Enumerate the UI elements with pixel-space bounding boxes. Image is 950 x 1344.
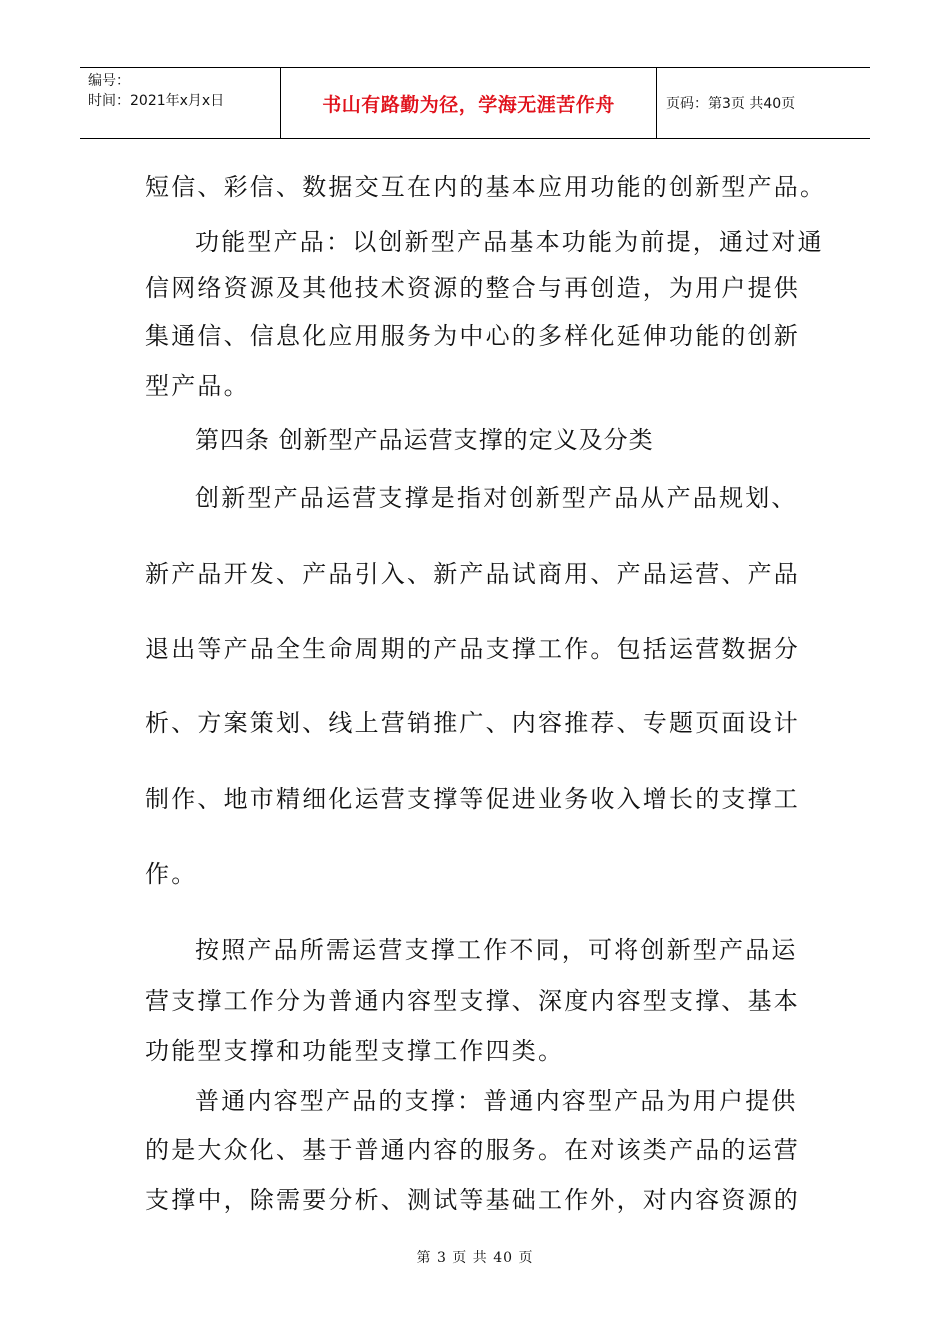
paragraph-line: 信网络资源及其他技术资源的整合与再创造，为用户提供 <box>145 274 800 302</box>
paragraph-line: 支撑中，除需要分析、测试等基础工作外，对内容资源的 <box>145 1186 800 1214</box>
document-number-label: 编号： <box>88 73 130 89</box>
paragraph-line: 按照产品所需运营支撑工作不同，可将创新型产品运 <box>195 936 798 964</box>
header-meta <box>80 68 281 138</box>
motto-text: 书山有路勤为径，学海无涯苦作舟 <box>322 93 615 116</box>
paragraph-line: 功能型产品：以创新型产品基本功能为前提，通过对通 <box>195 228 824 256</box>
page-footer: 第 3 页 共 40 页 <box>416 1250 534 1266</box>
paragraph-line: 普通内容型产品的支撑：普通内容型产品为用户提供 <box>195 1087 798 1115</box>
paragraph-line: 析、方案策划、线上营销推广、内容推荐、专题页面设计 <box>145 709 800 737</box>
header-motto-cell <box>281 68 657 138</box>
paragraph-line: 型产品。 <box>145 372 250 400</box>
paragraph-line: 短信、彩信、数据交互在内的基本应用功能的创新型产品。 <box>145 173 827 201</box>
paragraph-line: 功能型支撑和功能型支撑工作四类。 <box>145 1037 565 1065</box>
paragraph-line: 新产品开发、产品引入、新产品试商用、产品运营、产品 <box>145 560 800 588</box>
paragraph-line: 作。 <box>145 860 198 888</box>
paragraph-line: 营支撑工作分为普通内容型支撑、深度内容型支撑、基本 <box>145 987 800 1015</box>
paragraph-line: 集通信、信息化应用服务为中心的多样化延伸功能的创新 <box>145 322 800 350</box>
header-page-code: 页码：第3页 共40页 <box>666 96 796 112</box>
article-heading: 第四条 创新型产品运营支撑的定义及分类 <box>195 426 654 454</box>
document-time: 时间：2021年x月x日 <box>88 93 225 109</box>
paragraph-line: 制作、地市精细化运营支撑等促进业务收入增长的支撑工 <box>145 785 800 813</box>
paragraph-line: 创新型产品运营支撑是指对创新型产品从产品规划、 <box>195 484 798 512</box>
paragraph-line: 的是大众化、基于普通内容的服务。在对该类产品的运营 <box>145 1136 800 1164</box>
header-table <box>80 67 870 139</box>
paragraph-line: 退出等产品全生命周期的产品支撑工作。包括运营数据分 <box>145 635 800 663</box>
